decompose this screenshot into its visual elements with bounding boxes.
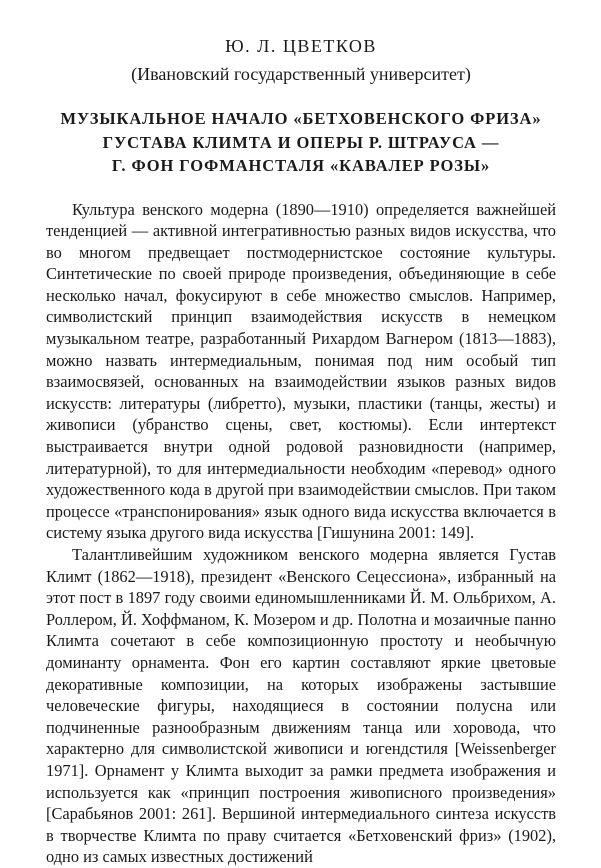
author-name: Ю. Л. ЦВЕТКОВ — [225, 36, 377, 56]
article-title — [46, 107, 556, 178]
title-line: Г. ФОН ГОФМАНСТАЛЯ «КАВАЛЕР РОЗЫ» — [111, 156, 491, 175]
title-line: ГУСТАВА КЛИМТА И ОПЕРЫ Р. ШТРАУСА — — [102, 132, 500, 152]
title-line: МУЗЫКАЛЬНОЕ НАЧАЛО «БЕТХОВЕНСКОГО ФРИЗА» — [60, 109, 542, 128]
body-paragraph: Культура венского модерна (1890—1910) определяется важнейшей тенденцией — активной интегративностью разных видов искусства, что во многом предвещает постмодернистское состояние культуры. Синтетические по своей природе произведения, объединяющие в себе несколько начал, фокусируют в себе множество смыслов. Например, символистский принцип взаимодействия искусств в немецком музыкальном театре, разработанный Рихардом Вагнером (1813—1883), можно назвать интермедиальным, понимая под ним особый тип взаимосвязей, основанных на взаимодействии языков разных видов искусств: литературы (либретто), музыки, пластики (танцы, жесты) и живописи (убранство сцены, свет, костюмы). Если интертекст выстраивается внутри одной родовой разновидности (например, литературной), то для интермедиальности необходим «перевод» одного художественного кода в другой при взаимодействии смыслов. При таком процессе «транспонирования» язык одного вида искусства включается в систему языка другого вида искусства [Гишунина 2001: 149]. — [46, 199, 556, 543]
author-affiliation: (Ивановский государственный университет) — [131, 64, 471, 84]
article-body — [46, 199, 556, 868]
article-page — [46, 34, 556, 868]
body-paragraph: Талантливейшим художником венского модерна является Густав Климт (1862—1918), президент «Венского Сецессиона», избранный на этот пост в 1897 году своими единомышленниками Й. М. Ольбрихом, А. Роллером, Й. Хоффманом, К. Мозером и др. Полотна и мозаичные панно Климта сочетают в себе композиционную простоту и необычную доминанту орнамента. Фон его картин составляют яркие цветовые декоративные композиции, на которых изображены застывшие человеческие фигуры, находящиеся в состоянии полусна или подчиненные разнообразным движениям танца или хоровода, что характерно для символистской живописи и югендстиля [Weissenberger 1971]. Орнамент у Климта выходит за рамки предмета изображения и используется как «принцип построения живописного произведения» [Сарабьянов 2001: 261]. Вершиной интермедиального синтеза искусств в творчестве Климта по праву считается «Бетховенский фриз» (1902), одно из самых известных достижений — [46, 545, 556, 867]
